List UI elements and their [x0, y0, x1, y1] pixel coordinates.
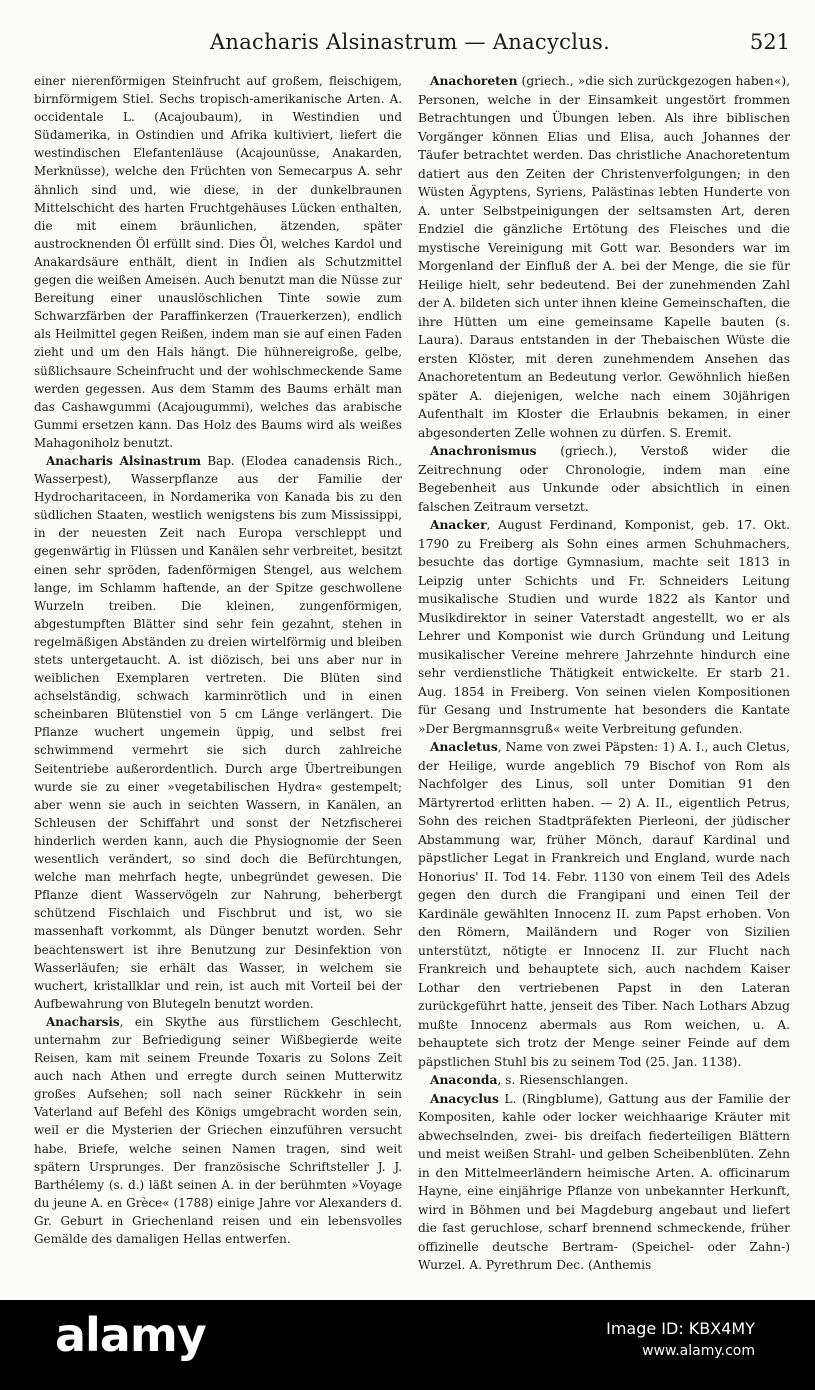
entry-text: (griech.), Verstoß wider die Zeitrechnung oder Chronologie, indem man eine Begebenheit aus Unkunde oder absichtlich in einen falschen Zeitraum versetzt. — [418, 444, 790, 514]
entry-headword: Anacharsis — [46, 1014, 120, 1029]
entry-headword: Anachoreten — [430, 73, 518, 88]
dictionary-entry — [418, 1071, 790, 1090]
dictionary-entry — [418, 442, 790, 516]
alamy-logo: alamy — [55, 1308, 206, 1362]
entry-text: , Name von zwei Päpsten: 1) A. I., auch Cletus, der Heilige, wurde angeblich 79 Bischof von Rom als Nachfolger des Linus, soll unter Domitian 91 den Märtyrertod erlitten haben. — 2) A. II., eigentlich Petrus, Sohn des reichen Stadtpräfekten Pierleoni, der jüdischer Abstammung war, früher Mönch, darauf Kardinal und päpstlicher Legat in Frankreich und England, wurde nach Honorius' II. Tod 14. Febr. 1130 von einem Teil des Adels gegen den durch die Frangipani und einen Teil der Kardinäle gewählten Innocenz II. zum Papst erhoben. Von den Römern, Mailändern und Roger von Sizilien unterstützt, nötigte er Innocenz II. zur Flucht nach Frankreich und behauptete sich, auch nachdem Kaiser Lothar den vertriebenen Papst in den Lateran zurückgeführt hatte, jenseit des Tiber. Nach Lothars Abzug mußte Innocenz abermals aus Rom weichen, u. A. behauptete sich trotz der Menge seiner Feinde auf dem päpstlichen Stuhl bis zu seinem Tod (25. Jan. 1138). — [418, 740, 790, 1069]
dictionary-entry — [418, 72, 790, 442]
entry-text: , s. Riesenschlangen. — [497, 1073, 629, 1087]
entry-headword: Anacletus — [430, 739, 498, 754]
entry-text: , August Ferdinand, Komponist, geb. 17. Okt. 1790 zu Freiberg als Sohn eines armen Schuhmachers, besuchte das dortige Gymnasium, machte seit 1813 in Leipzig unter Schichts und Fr. Schneiders Leitung musikalische Studien und wurde 1822 als Kantor und Musikdirektor in seiner Vaterstadt angestellt, wo er als Lehrer und Komponist wie durch Gründung und Leitung musikalischer Vereine mehrere Jahrzehnte hindurch eine sehr verdienstliche Thätigkeit entwickelte. Er starb 21. Aug. 1854 in Freiberg. Von seinen vielen Kompositionen für Gesang und Instrumente hat besonders die Kantate »Der Bergmannsgruß« weite Verbreitung gefunden. — [418, 518, 790, 736]
entry-headword: Anacyclus — [430, 1090, 499, 1106]
entry-text: (griech., »die sich zurückgezogen haben«), Personen, welche in der Einsamkeit ungestört frommen Betrachtungen und Übungen leben. Als ihre biblischen Vorgänger können Elias und Elisa, auch Johannes der Täufer betrachtet werden. Das christliche Anachoretentum datiert aus den Zeiten der Christenverfolgungen; in den Wüsten Ägyptens, Syriens, Palästinas lebten Hunderte von A. unter Selbstpeinigungen der seltsamsten Art, deren Endziel die gänzliche Ertötung des Fleisches und die mystische Vereinigung mit Gott war. Besonders war im Morgenland der Einfluß der A. bei der Menge, die sie für Heilige hielt, sehr bedeutend. Bei der zunehmenden Zahl der A. bildeten sich unter ihnen kleine Gemeinschaften, die ihre Hütten um eine gemeinsame Kapelle bauten (s. Laura). Daraus entstanden in der Thebaischen Wüste die ersten Klöster, mit deren zunehmendem Ansehen das Anachoretentum an Bedeutung verlor. Gewöhnlich hießen später A. diejenigen, welche nach einem 30jährigen Aufenthalt im Kloster die Erlaubnis bekamen, in einer abgesonderten Zelle wohnen zu dürfen. S. Eremit. — [418, 74, 790, 440]
page-header — [30, 30, 790, 60]
dictionary-entry — [418, 516, 790, 738]
dictionary-entry — [34, 1013, 402, 1248]
watermark-url: www.alamy.com — [642, 1343, 755, 1359]
entry-text: L. (Ringblume), Gattung aus der Familie der Kompositen, kahle oder locker weichhaarige Kräuter mit abwechselnden, zwei- bis dreifach fiederteiligen Blättern und meist weißen Strahl- und gelben Scheibenblüten. Zehn in den Mittelmeerländern heimische Arten. A. officinarum Hayne, eine einjährige Pflanze von unbekannter Herkunft, wird in Böhmen und bei Magdeburg angebaut und liefert die fast geruchlose, scharf brennend schmeckende, früher offizinelle deutsche Bertram- (Speichel- oder Zahn-) Wurzel. A. Pyrethrum Dec. (Anthemis — [418, 1091, 790, 1272]
dictionary-entry — [418, 738, 790, 1071]
page-number: 521 — [749, 30, 790, 54]
dictionary-entry — [34, 452, 402, 1013]
entry-headword: Anacker — [430, 517, 487, 532]
entry-headword: Anachronismus — [430, 443, 537, 458]
dictionary-entry — [418, 1090, 790, 1275]
entry-headword: Anacharis Alsinastrum — [46, 453, 201, 468]
running-title: Anacharis Alsinastrum — Anacyclus. — [209, 30, 611, 54]
image-id: Image ID: KBX4MY — [606, 1319, 755, 1338]
entry-text: einer nierenförmigen Steinfrucht auf großem, fleischigem, birnförmigem Stiel. Sechs tropisch-amerikanische Arten. A. occidentale L. (Acajoubaum), in Westindien und Südamerika, in Ostindien und Afrika kultiviert, liefert die westindischen Elefantenläuse (Acajounüsse, Anakarden, Merknüsse), welche den Früchten von Semecarpus A. sehr ähnlich sind und, wie diese, in der dunkelbraunen Mittelschicht des harten Fruchtgehäuses Lücken enthalten, die mit einem bräunlichen, ätzenden, später austrocknenden Öl erfüllt sind. Dies Öl, welches Kardol und Anakardsäure enthält, dient in Indien als Schutzmittel gegen die weißen Ameisen. Auch benutzt man die Nüsse zur Bereitung einer unauslöschlichen Tinte sowie zum Schwarzfärben der Paraffinkerzen (Trauerkerzen), endlich als Heilmittel gegen Reißen, indem man sie auf einen Faden zieht und um den Hals hängt. Die hühnereigroße, gelbe, süßlichsaure Scheinfrucht und der wohlschmeckende Same werden gegessen. Aus dem Stamm des Baums erhält man das Cashawgummi (Acajougummi), welches das arabische Gummi ersetzen kann. Das Holz des Baums wird als weißes Mahagoniholz benutzt. — [34, 74, 402, 450]
left-column — [34, 72, 402, 1248]
right-column — [418, 72, 790, 1275]
watermark-info — [606, 1318, 755, 1362]
entry-text: Bap. (Elodea canadensis Rich., Wasserpest), Wasserpflanze aus der Familie der Hydrocharitaceen, in Nordamerika von Kanada bis zu den südlichen Staaten, westlich wenigstens bis zum Mississippi, in der neuesten Zeit nach Europa verschleppt und gegenwärtig in Flüssen und Kanälen sehr verbreitet, besitzt einen sehr spröden, fadenförmigen Stengel, aus welchem lange, im Schlamm haftende, an der Spitze geschwollene Wurzeln treiben. Die kleinen, zungenförmigen, abgestumpften Blätter sind sehr fein gezahnt, stehen in regelmäßigen Abständen zu dreien wirtelförmig und bleiben stets untergetaucht. A. ist diözisch, bei uns aber nur in weiblichen Exemplaren vertreten. Die Blüten sind achselständig, schwach karminrötlich und in einen scheinbaren Blütenstiel von 5 cm Länge verlängert. Die Pflanze wuchert ungemein üppig, und selbst frei schwimmend vermehrt sie sich durch zahlreiche Seitentriebe außerordentlich. Durch arge Übertreibungen wurde sie zu einer »vegetabilischen Hydra« gestempelt; aber wenn sie auch in seichten Wassern, in Kanälen, an Schleusen der Schiffahrt und sonst der Netzfischerei hinderlich werden kann, auch die Physiognomie der Seen wesentlich verändert, so sind doch die Befürchtungen, welche man mehrfach hegte, unbegründet gewesen. Die Pflanze dient Wasservögeln zur Nahrung, beherbergt schützend Fischlaich und Fischbrut und ist, wo sie massenhaft vorkommt, als Dünger benutzt worden. Sehr beachtenswert ist ihre Benutzung zur Desinfektion von Wasserläufen; sie erhält das Wasser, in welchem sie wuchert, kristallklar und rein, ist auch mit Vorteil bei der Aufbewahrung von Blutegeln benutzt worden. — [34, 453, 402, 1011]
dictionary-entry — [34, 72, 402, 452]
entry-text: , ein Skythe aus fürstlichem Geschlecht, unternahm zur Befriedigung seiner Wißbegierde weite Reisen, kam mit seinem Freunde Toxaris zu Solons Zeit auch nach Athen und erregte durch seinen Mutterwitz großes Aufsehen; soll nach seiner Rückkehr in sein Vaterland auf Befehl des Königs umgebracht worden sein, weil er die Mysterien der Griechen einzuführen versucht habe. Briefe, welche seinen Namen tragen, sind weit spätern Ursprunges. Der französische Schriftsteller J. J. Barthélemy (s. d.) läßt seinen A. in der berühmten »Voyage du jeune A. en Grèce« (1788) einige Jahre vor Alexanders d. Gr. Geburt in Griechenland reisen und ein lebensvolles Gemälde des damaligen Hellas entwerfen. — [34, 1014, 402, 1246]
entry-headword: Anaconda — [430, 1072, 498, 1087]
